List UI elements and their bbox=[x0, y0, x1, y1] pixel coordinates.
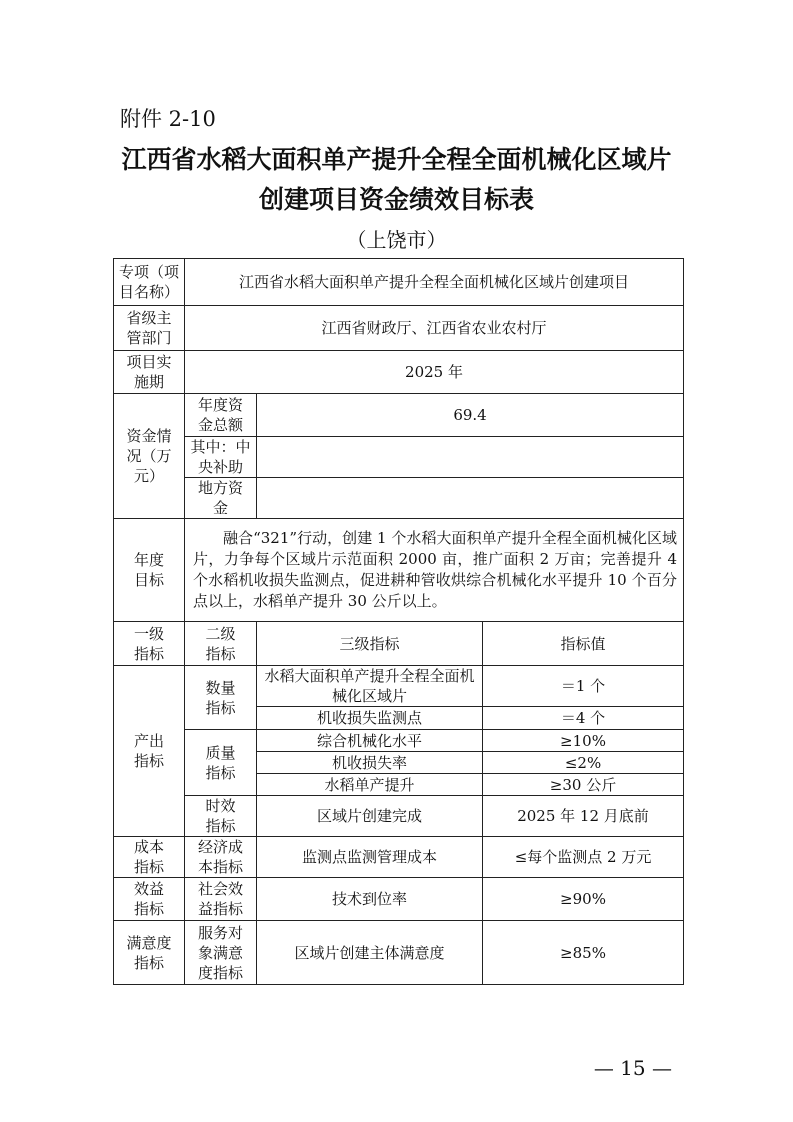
indicator-name: 技术到位率 bbox=[257, 878, 483, 921]
quality-indicator-label: 质量指标 bbox=[205, 743, 236, 782]
annual-goal-label: 年度目标 bbox=[133, 551, 164, 589]
satisfaction-indicator-row bbox=[114, 921, 684, 985]
indicator-name: 水稻大面积单产提升全程全面机械化区域片 bbox=[257, 666, 483, 707]
funds-total-value: 69.4 bbox=[257, 394, 684, 437]
economic-cost-indicator-label: 经济成本指标 bbox=[197, 838, 243, 876]
funds-label-cell bbox=[114, 394, 185, 519]
indicator-name: 区域片创建完成 bbox=[257, 796, 483, 837]
annual-goal-text: 融合“321”行动，创建 1 个水稻大面积单产提升全程全面机械化区域片，力争每个区域片示范面积 2000 亩，推广面积 2 万亩；完善提升 4 个水稻机收损失监测点，促进耕种管收烘综合机械化水平提升 10 个百分点以上，水稻单产提升 30 公斤以上。 bbox=[185, 519, 684, 622]
indicator-value: ≤每个监测点 2 万元 bbox=[483, 837, 684, 878]
satisfaction-indicator-label: 满意度指标 bbox=[126, 933, 172, 972]
header-level1-cell bbox=[114, 622, 185, 666]
department-row bbox=[114, 306, 684, 351]
period-label-cell bbox=[114, 351, 185, 394]
header-level1: 一级指标 bbox=[133, 624, 164, 663]
indicator-header-row bbox=[114, 622, 684, 666]
indicator-name: 机收损失率 bbox=[257, 752, 483, 774]
social-benefit-indicator-cell bbox=[185, 878, 257, 921]
title-line-2: 创建项目资金绩效目标表 bbox=[258, 185, 534, 214]
quality-indicator-cell bbox=[185, 730, 257, 796]
page-number: — 15 — bbox=[593, 1056, 672, 1080]
service-satisfaction-indicator-cell bbox=[185, 921, 257, 985]
header-level2-cell bbox=[185, 622, 257, 666]
benefit-indicator-cell bbox=[114, 878, 185, 921]
output-indicator-label: 产出指标 bbox=[133, 732, 164, 770]
funds-local-row bbox=[114, 478, 684, 519]
benefit-indicator-label: 效益指标 bbox=[133, 880, 164, 918]
funds-label: 资金情况（万元） bbox=[126, 427, 172, 485]
service-satisfaction-indicator-label: 服务对象满意度指标 bbox=[197, 923, 243, 982]
period-row bbox=[114, 351, 684, 394]
economic-cost-indicator-cell bbox=[185, 837, 257, 878]
funds-local-label-cell bbox=[185, 478, 257, 519]
funds-total-label: 年度资金总额 bbox=[197, 396, 243, 434]
attachment-label: 附件 2-10 bbox=[120, 107, 216, 131]
funds-local-value bbox=[257, 478, 684, 519]
indicator-name: 综合机械化水平 bbox=[257, 730, 483, 752]
project-name-label-cell bbox=[114, 259, 185, 306]
header-level2: 二级指标 bbox=[205, 624, 236, 663]
project-name-label: 专项（项目名称） bbox=[118, 263, 179, 301]
indicator-name: 监测点监测管理成本 bbox=[257, 837, 483, 878]
funds-central-label: 其中：中央补助 bbox=[190, 438, 251, 476]
funds-central-row bbox=[114, 437, 684, 478]
indicator-name: 水稻单产提升 bbox=[257, 774, 483, 796]
indicator-row bbox=[114, 796, 684, 837]
indicator-name: 机收损失监测点 bbox=[257, 707, 483, 730]
header-level3: 三级指标 bbox=[257, 622, 483, 666]
funds-total-label-cell bbox=[185, 394, 257, 437]
department-value: 江西省财政厅、江西省农业农村厅 bbox=[185, 306, 684, 351]
indicator-value: ≥85% bbox=[483, 921, 684, 985]
annual-goal-label-cell bbox=[114, 519, 185, 622]
department-label-cell bbox=[114, 306, 185, 351]
indicator-row bbox=[114, 730, 684, 752]
annual-goal-row bbox=[114, 519, 684, 622]
header-value: 指标值 bbox=[483, 622, 684, 666]
output-indicator-cell bbox=[114, 666, 185, 837]
funds-local-label: 地方资金 bbox=[197, 479, 243, 517]
funds-total-row bbox=[114, 394, 684, 437]
cost-indicator-label: 成本指标 bbox=[133, 838, 164, 876]
performance-target-table bbox=[113, 258, 684, 985]
indicator-value: ≤2% bbox=[483, 752, 684, 774]
indicator-name: 区域片创建主体满意度 bbox=[257, 921, 483, 985]
funds-central-label-cell bbox=[185, 437, 257, 478]
benefit-indicator-row bbox=[114, 878, 684, 921]
timeliness-indicator-cell bbox=[185, 796, 257, 837]
indicator-value: ≥90% bbox=[483, 878, 684, 921]
indicator-row bbox=[114, 666, 684, 707]
indicator-value: ≥30 公斤 bbox=[483, 774, 684, 796]
satisfaction-indicator-cell bbox=[114, 921, 185, 985]
project-name-value: 江西省水稻大面积单产提升全程全面机械化区域片创建项目 bbox=[185, 259, 684, 306]
quantity-indicator-label: 数量指标 bbox=[205, 678, 236, 717]
indicator-value: ＝1 个 bbox=[483, 666, 684, 707]
timeliness-indicator-label: 时效指标 bbox=[205, 797, 236, 835]
quantity-indicator-cell bbox=[185, 666, 257, 730]
indicator-value: 2025 年 12 月底前 bbox=[483, 796, 684, 837]
city-subtitle: （上饶市） bbox=[346, 228, 447, 252]
social-benefit-indicator-label: 社会效益指标 bbox=[197, 880, 243, 918]
indicator-value: ＝4 个 bbox=[483, 707, 684, 730]
document-title bbox=[0, 140, 793, 220]
period-value: 2025 年 bbox=[185, 351, 684, 394]
period-label: 项目实施期 bbox=[126, 353, 172, 391]
cost-indicator-row bbox=[114, 837, 684, 878]
cost-indicator-cell bbox=[114, 837, 185, 878]
funds-central-value bbox=[257, 437, 684, 478]
indicator-value: ≥10% bbox=[483, 730, 684, 752]
department-label: 省级主管部门 bbox=[126, 309, 172, 347]
title-line-1: 江西省水稻大面积单产提升全程全面机械化区域片 bbox=[121, 145, 672, 174]
project-name-row bbox=[114, 259, 684, 306]
